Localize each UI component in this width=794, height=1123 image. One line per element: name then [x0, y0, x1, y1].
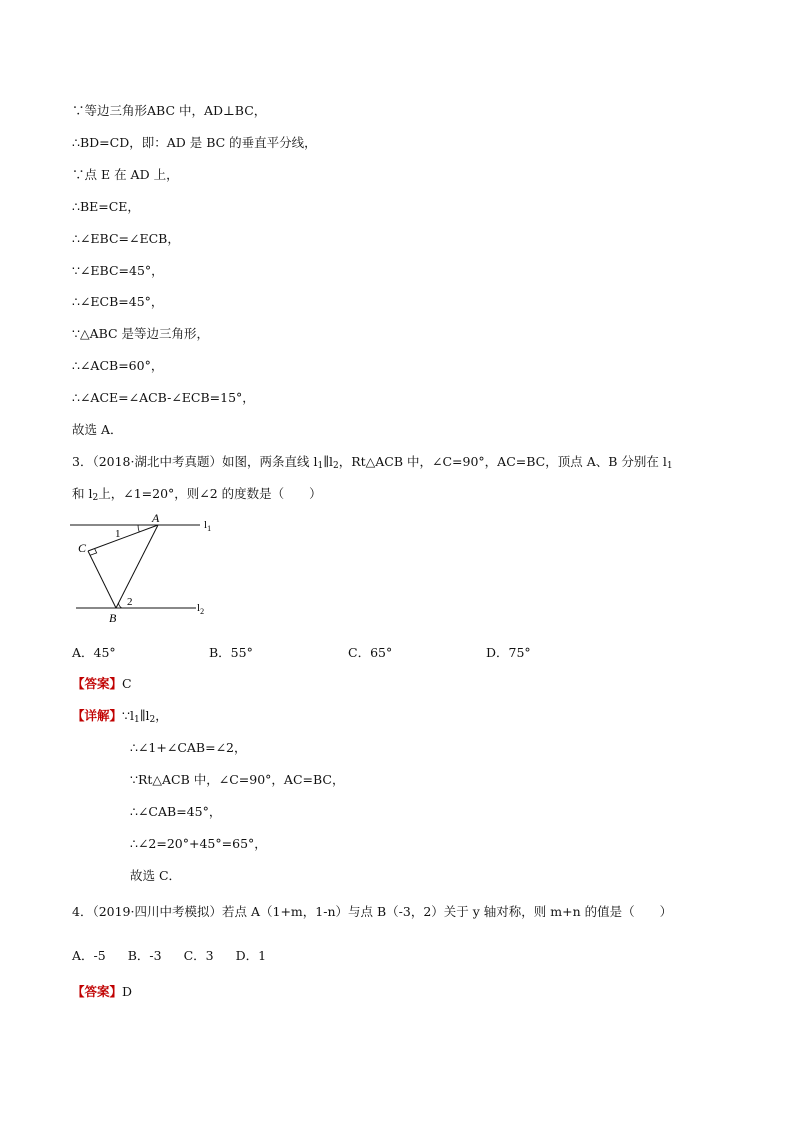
answer-label: 【答案】 — [72, 676, 123, 691]
q3-detail-line: ∵Rt△ACB 中，∠C=90°，AC=BC， — [130, 772, 345, 787]
solution-line: ∴BE=CE， — [72, 199, 140, 214]
segment-AC — [88, 525, 158, 551]
q3-options — [72, 643, 632, 659]
segment-AB — [116, 525, 158, 608]
q3-stem-line1: 3．（2018·湖北中考真题）如图，两条直线 $l_1\parallel l_2$，Rt△ACB 中，∠C=90°，AC=BC，顶点 A、B 分别在 $l_1$ — [72, 454, 673, 471]
label-B: B — [109, 611, 117, 625]
solution-line: ∴∠ACE=∠ACB-∠ECB=15°， — [72, 390, 255, 405]
solution-line: ∴∠ACB=60°， — [72, 358, 164, 373]
label-angle-1: 1 — [115, 528, 121, 540]
label-l1: $l_1$ — [204, 519, 212, 533]
detail-label: 【详解】 — [72, 708, 123, 723]
q3-detail-line: ∴∠2=20°+45°=65°， — [130, 836, 267, 851]
solution-line: ∴BD=CD，即：AD 是 BC 的垂直平分线， — [72, 135, 317, 150]
angle-1-arc — [138, 525, 139, 532]
q3-detail-line: ∴∠CAB=45°， — [130, 804, 222, 819]
q3-figure — [70, 510, 220, 630]
q4-option-d: D．1 — [235, 948, 267, 963]
q4-option-b: B．-3 — [127, 948, 162, 963]
solution-line: ∵等边三角形ABC 中，AD⊥BC， — [72, 103, 267, 118]
solution-line: ∴∠ECB=45°， — [72, 294, 164, 309]
q4-option-a: A．-5 — [72, 948, 106, 963]
q4-answer: 【答案】D — [72, 984, 133, 999]
solution-line: ∴∠EBC=∠ECB， — [72, 231, 180, 246]
segment-CB — [88, 551, 116, 608]
solution-line: 故选 A． — [72, 422, 123, 437]
answer-label: 【答案】 — [72, 984, 123, 999]
angle-2-arc — [119, 603, 122, 608]
q3-option-b: B．55° — [209, 645, 253, 660]
q4-option-c: C．3 — [183, 948, 214, 963]
q3-answer: 【答案】C — [72, 676, 132, 691]
solution-line: ∵△ABC 是等边三角形， — [72, 326, 210, 341]
q3-stem-line2: 和 $l_2$上，∠1=20°，则∠2 的度数是（ ） — [72, 486, 322, 503]
solution-line: ∵点 E 在 AD 上， — [72, 167, 179, 182]
q3-detail-line: 故选 C． — [130, 868, 182, 883]
q4-stem: 4．（2019·四川中考模拟）若点 A（1+m，1-n）与点 B（-3，2）关于 y 轴对称，则 m+n 的值是（ ） — [72, 904, 673, 919]
label-l2: $l_2$ — [197, 602, 205, 616]
q3-detail-line: ∴∠1+∠CAB=∠2， — [130, 740, 247, 755]
label-A: A — [152, 511, 160, 525]
solution-line: ∵∠EBC=45°， — [72, 263, 164, 278]
label-angle-2: 2 — [127, 596, 133, 608]
q3-detail-first: 【详解】$\because l_1\parallel l_2$， — [72, 708, 168, 725]
q4-options — [72, 946, 284, 964]
q3-option-a: A．45° — [72, 645, 116, 660]
q3-option-d: D．75° — [486, 645, 531, 660]
geometry-diagram — [70, 510, 220, 630]
q3-option-c: C．65° — [348, 645, 393, 660]
label-C: C — [78, 541, 87, 555]
